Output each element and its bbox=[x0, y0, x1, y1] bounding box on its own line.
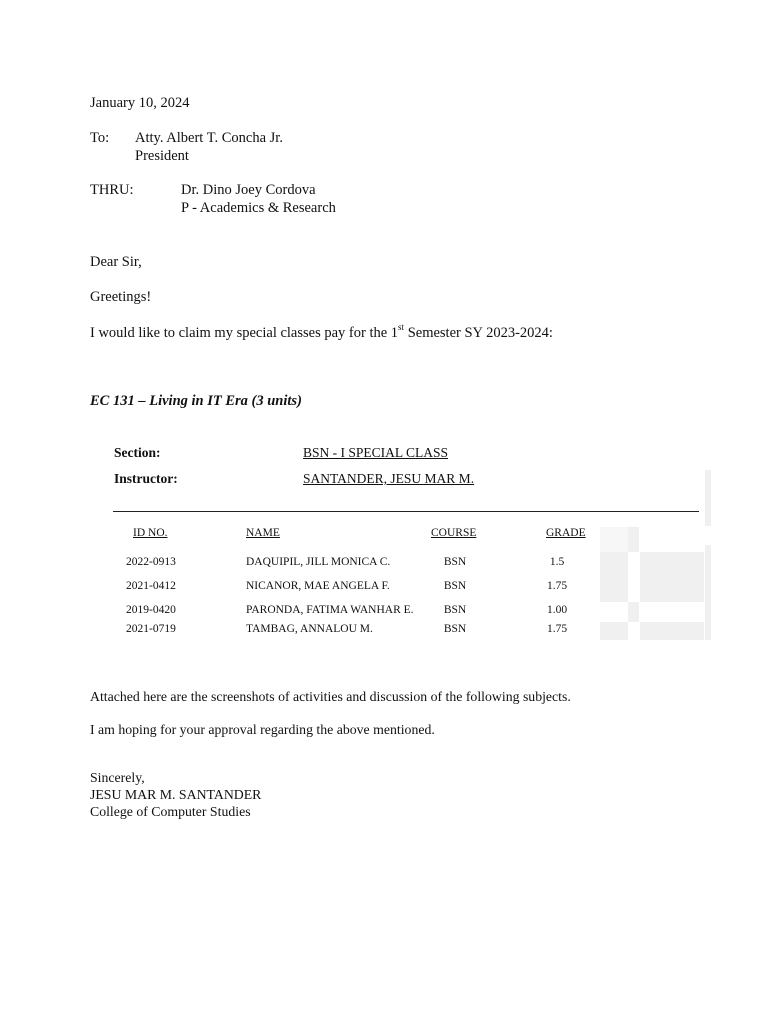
table-cell-name: DAQUIPIL, JILL MONICA C. bbox=[246, 556, 391, 568]
table-cell-name: NICANOR, MAE ANGELA F. bbox=[246, 580, 390, 592]
to-title: President bbox=[135, 148, 189, 164]
table-cell-name: PARONDA, FATIMA WANHAR E. bbox=[246, 604, 414, 616]
shade-block bbox=[600, 527, 628, 552]
claim-suffix: Semester SY 2023-2024: bbox=[404, 325, 553, 341]
thru-label: THRU: bbox=[90, 182, 134, 198]
shade-block bbox=[600, 577, 628, 602]
thru-title: P - Academics & Research bbox=[181, 200, 336, 216]
hoping-paragraph: I am hoping for your approval regarding the above mentioned. bbox=[90, 722, 435, 737]
shade-block bbox=[705, 545, 711, 640]
salutation: Dear Sir, bbox=[90, 254, 142, 270]
table-cell-id: 2021-0719 bbox=[126, 623, 176, 635]
instructor-value: SANTANDER, JESU MAR M. bbox=[303, 471, 475, 486]
signer-department: College of Computer Studies bbox=[90, 804, 251, 819]
table-cell-id: 2019-0420 bbox=[126, 604, 176, 616]
header-course: COURSE bbox=[431, 527, 477, 539]
letter-date: January 10, 2024 bbox=[90, 95, 190, 111]
shade-block bbox=[628, 602, 639, 622]
header-grade: GRADE bbox=[546, 527, 586, 539]
shade-block bbox=[628, 527, 639, 552]
header-id: ID NO. bbox=[133, 527, 168, 539]
section-value: BSN - I SPECIAL CLASS bbox=[303, 445, 449, 460]
table-cell-course: BSN bbox=[443, 556, 467, 568]
table-cell-course: BSN bbox=[443, 580, 467, 592]
instructor-label: Instructor: bbox=[114, 471, 178, 486]
claim-superscript: st bbox=[398, 322, 405, 332]
divider-line bbox=[113, 511, 699, 512]
greeting: Greetings! bbox=[90, 289, 152, 305]
table-cell-id: 2022-0913 bbox=[126, 556, 176, 568]
claim-prefix: I would like to claim my special classes pay for the 1 bbox=[90, 325, 399, 341]
table-cell-course: BSN bbox=[443, 604, 467, 616]
course-title: EC 131 – Living in IT Era (3 units) bbox=[90, 393, 302, 409]
shade-block bbox=[705, 470, 711, 526]
to-label: To: bbox=[90, 130, 110, 146]
attached-paragraph: Attached here are the screenshots of activities and discussion of the following subjects. bbox=[90, 689, 571, 704]
header-name: NAME bbox=[246, 527, 280, 539]
table-cell-name: TAMBAG, ANNALOU M. bbox=[246, 623, 373, 635]
table-cell-grade: 1.75 bbox=[546, 623, 568, 635]
claim-paragraph bbox=[90, 324, 553, 342]
shade-block bbox=[640, 622, 704, 640]
table-cell-id: 2021-0412 bbox=[126, 580, 176, 592]
sincerely: Sincerely, bbox=[90, 770, 145, 785]
section-label: Section: bbox=[114, 445, 161, 460]
signer-name: JESU MAR M. SANTANDER bbox=[90, 787, 262, 802]
shade-block bbox=[600, 552, 628, 577]
table-cell-grade: 1.00 bbox=[546, 604, 568, 616]
thru-name: Dr. Dino Joey Cordova bbox=[181, 182, 316, 198]
shade-block bbox=[600, 622, 628, 640]
table-cell-grade: 1.75 bbox=[546, 580, 568, 592]
table-cell-course: BSN bbox=[443, 623, 467, 635]
to-name: Atty. Albert T. Concha Jr. bbox=[135, 130, 283, 146]
table-cell-grade: 1.5 bbox=[549, 556, 565, 568]
shade-block bbox=[640, 577, 704, 602]
shade-block bbox=[640, 552, 704, 577]
